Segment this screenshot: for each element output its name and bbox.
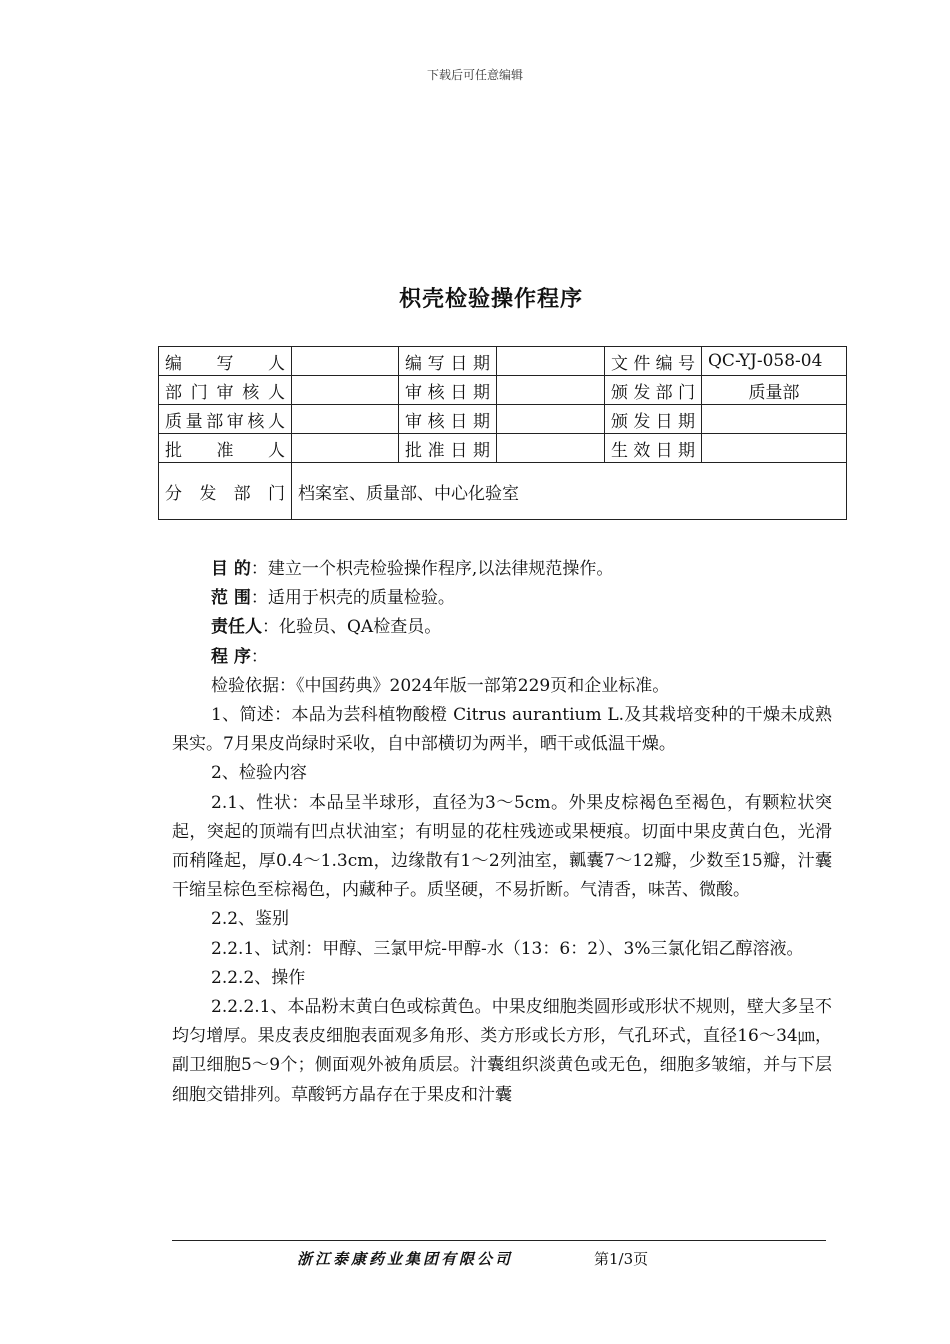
- review-date-label: 审核日期: [399, 376, 497, 405]
- issue-date-value: [702, 405, 847, 434]
- table-row: [159, 376, 847, 405]
- paragraph: 1、简述：本品为芸科植物酸橙 Citrus aurantium L.及其栽培变种的干燥未成熟果实。7月果皮尚绿时采收，自中部横切为两半，晒干或低温干燥。: [172, 705, 832, 755]
- paragraph: 2.2.2、操作: [211, 967, 306, 988]
- procedure-label: 程 序: [211, 646, 251, 667]
- file-no-label: 文件编号: [605, 347, 702, 376]
- header-note: 下载后可任意编辑: [426, 68, 523, 82]
- document-body: [172, 555, 832, 1110]
- effective-date-value: [702, 434, 847, 463]
- responsible-text: ：化验员、QA检查员。: [262, 617, 442, 638]
- table-row: [159, 434, 847, 463]
- procedure-line: [172, 643, 832, 672]
- page-number: 第1/3页: [594, 1250, 649, 1268]
- responsible-label: 责任人: [211, 617, 262, 638]
- distribution-label: 分 发 部 门: [159, 463, 292, 520]
- scope-line: [172, 584, 832, 613]
- paragraph: 2.2.2.1、本品粉末黄白色或棕黄色。中果皮细胞类圆形或形状不规则，壁大多呈不均匀增厚。果皮表皮细胞表面观多角形、类方形或长方形，气孔环式，直径16～34㎛，副卫细胞5～9个；侧面观外被角质层。汁囊组织淡黄色或无色，细胞多皱缩，并与下层细胞交错排列。草酸钙方晶存在于果皮和汁囊: [172, 997, 832, 1105]
- file-no-value: QC-YJ-058-04: [702, 347, 847, 376]
- qa-reviewer-label: 质量部审核人: [159, 405, 292, 434]
- issue-date-label: 颁发日期: [605, 405, 702, 434]
- qa-reviewer-value: [292, 405, 399, 434]
- paragraph: 2、检验内容: [211, 763, 307, 784]
- approve-date-label: 批准日期: [399, 434, 497, 463]
- paragraph: 2.2、鉴别: [211, 909, 290, 930]
- writer-label: 编 写 人: [159, 347, 292, 376]
- document-title: 枳壳检验操作程序: [398, 287, 583, 312]
- table-row: [159, 463, 847, 520]
- approver-value: [292, 434, 399, 463]
- dept-reviewer-value: [292, 376, 399, 405]
- footer-divider: [172, 1240, 826, 1241]
- paragraph: 2.2.1、试剂：甲醇、三氯甲烷-甲醇-水（13：6：2）、3%三氯化铝乙醇溶液。: [211, 938, 804, 959]
- approve-date-value: [497, 434, 605, 463]
- scope-text: ：适用于枳壳的质量检验。: [250, 588, 455, 609]
- review-date-value: [497, 405, 605, 434]
- review-date-label: 审核日期: [399, 405, 497, 434]
- basis-paragraph: 检验依据：《中国药典》2024年版一部第229页和企业标准。: [211, 675, 670, 696]
- write-date-value: [497, 347, 605, 376]
- company-name: 浙江泰康药业集团有限公司: [297, 1250, 514, 1268]
- purpose-text: ：建立一个枳壳检验操作程序,以法律规范操作。: [250, 559, 614, 579]
- issue-dept-label: 颁发部门: [605, 376, 702, 405]
- scope-label: 范 围: [211, 588, 251, 609]
- dept-reviewer-label: 部门审核人: [159, 376, 292, 405]
- write-date-label: 编写日期: [399, 347, 497, 376]
- review-date-value: [497, 376, 605, 405]
- distribution-value: 档案室、质量部、中心化验室: [292, 463, 847, 520]
- purpose-line: [172, 555, 832, 584]
- effective-date-label: 生效日期: [605, 434, 702, 463]
- paragraph: 2.1、性状：本品呈半球形，直径为3～5cm。外果皮棕褐色至褐色，有颗粒状突起，突起的顶端有凹点状油室；有明显的花柱残迹或果梗痕。切面中果皮黄白色，光滑而稍隆起，厚0.4～1.3cm，边缘散有1～2列油室，瓤囊7～12瓣，少数至15瓣，汁囊干缩呈棕色至棕褐色，内藏种子。质坚硬，不易折断。气清香，味苦、微酸。: [172, 792, 832, 901]
- document-info-table: [158, 346, 847, 520]
- writer-value: [292, 347, 399, 376]
- procedure-colon: ：: [250, 646, 268, 667]
- issue-dept-value: 质量部: [702, 376, 847, 405]
- purpose-label: 目 的: [211, 559, 251, 579]
- table-row: [159, 405, 847, 434]
- responsible-line: [172, 613, 832, 642]
- approver-label: 批 准 人: [159, 434, 292, 463]
- table-row: [159, 347, 847, 376]
